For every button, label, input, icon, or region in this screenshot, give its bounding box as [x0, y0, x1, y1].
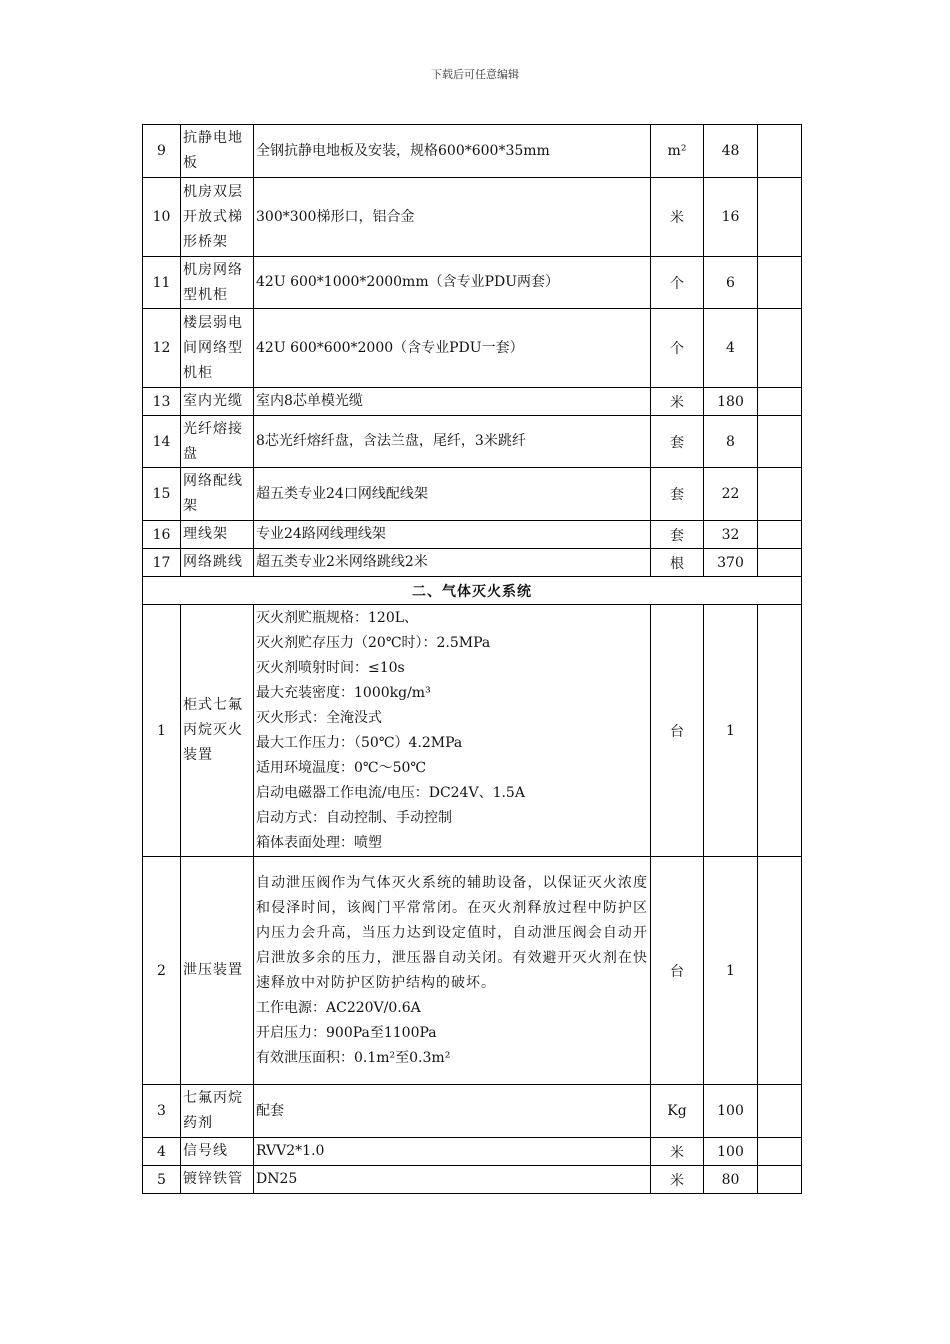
- item-unit: 米: [651, 1138, 704, 1166]
- spec-paragraph: 自动泄压阀作为气体灭火系统的辅助设备，以保证灭火浓度和侵泽时间，该阀门平常常闭。在灭火剂释放过程中防护区内压力会升高，当压力达到设定值时，自动泄压阀会自动开启泄放多余的压力，泄压器自动关闭。有效避开灭火剂在快速释放中对防护区防护结构的破坏。: [256, 874, 648, 991]
- item-quantity: 16: [704, 178, 758, 257]
- table-row: [143, 605, 802, 857]
- item-unit: 米: [651, 178, 704, 257]
- item-note: [758, 416, 802, 468]
- item-note: [758, 125, 802, 178]
- item-quantity: 370: [704, 549, 758, 577]
- spec-line: 灭火形式：全淹没式: [256, 709, 382, 726]
- table-row: [143, 125, 802, 178]
- row-number: 9: [143, 125, 181, 178]
- row-number: 15: [143, 468, 181, 521]
- item-unit: 根: [651, 549, 704, 577]
- item-unit: Kg: [651, 1085, 704, 1138]
- item-quantity: 1: [704, 857, 758, 1085]
- item-spec: [254, 857, 651, 1085]
- item-unit: 米: [651, 388, 704, 416]
- item-name: 楼层弱电间网络型机柜: [181, 309, 254, 388]
- item-quantity: 32: [704, 521, 758, 549]
- spec-line: 最大充装密度：1000kg/m³: [256, 684, 431, 701]
- item-quantity: 4: [704, 309, 758, 388]
- header-note: 下载后可任意编辑: [431, 68, 519, 81]
- row-number: 4: [143, 1138, 181, 1166]
- item-name: 网络跳线: [181, 549, 254, 577]
- item-spec: RVV2*1.0: [254, 1138, 651, 1166]
- item-spec: 42U 600*600*2000（含专业PDU一套）: [254, 309, 651, 388]
- item-unit: 个: [651, 309, 704, 388]
- item-spec: 8芯光纤熔纤盘，含法兰盘，尾纤，3米跳纤: [254, 416, 651, 468]
- item-quantity: 1: [704, 605, 758, 857]
- item-name: 机房双层开放式梯形桥架: [181, 178, 254, 257]
- item-note: [758, 309, 802, 388]
- item-name: 柜式七氟丙烷灭火装置: [181, 605, 254, 857]
- spec-line: 启动方式：自动控制、手动控制: [256, 809, 452, 826]
- item-spec: DN25: [254, 1166, 651, 1194]
- item-note: [758, 605, 802, 857]
- table-row: [143, 857, 802, 1085]
- table-row: [143, 1085, 802, 1138]
- item-quantity: 48: [704, 125, 758, 178]
- item-note: [758, 178, 802, 257]
- item-unit: 套: [651, 521, 704, 549]
- item-unit: 个: [651, 257, 704, 309]
- item-name: 机房网络型机柜: [181, 257, 254, 309]
- item-unit: 套: [651, 468, 704, 521]
- spec-line: 灭火剂喷射时间：≤10s: [256, 659, 405, 676]
- spec-line: 适用环境温度：0℃～50℃: [256, 759, 427, 776]
- item-quantity: 100: [704, 1138, 758, 1166]
- equipment-table: [142, 124, 802, 1194]
- item-spec: 42U 600*1000*2000mm（含专业PDU两套）: [254, 257, 651, 309]
- item-quantity: 22: [704, 468, 758, 521]
- row-number: 13: [143, 388, 181, 416]
- item-name: 抗静电地板: [181, 125, 254, 178]
- row-number: 5: [143, 1166, 181, 1194]
- item-unit: 台: [651, 857, 704, 1085]
- row-number: 10: [143, 178, 181, 257]
- item-name: 光纤熔接盘: [181, 416, 254, 468]
- item-unit: m²: [651, 125, 704, 178]
- table-row: [143, 521, 802, 549]
- item-spec: 300*300梯形口，铝合金: [254, 178, 651, 257]
- item-unit: 套: [651, 416, 704, 468]
- table-row: [143, 178, 802, 257]
- item-name: 理线架: [181, 521, 254, 549]
- spec-line: 工作电源：AC220V/0.6A: [256, 999, 421, 1016]
- item-spec: 配套: [254, 1085, 651, 1138]
- table-row: [143, 468, 802, 521]
- row-number: 12: [143, 309, 181, 388]
- item-quantity: 80: [704, 1166, 758, 1194]
- item-spec: 超五类专业24口网线配线架: [254, 468, 651, 521]
- item-name: 网络配线架: [181, 468, 254, 521]
- table-row: [143, 549, 802, 577]
- item-note: [758, 857, 802, 1085]
- item-note: [758, 521, 802, 549]
- item-note: [758, 1085, 802, 1138]
- spec-line: 灭火剂贮存压力（20℃时）：2.5MPa: [256, 634, 491, 651]
- row-number: 14: [143, 416, 181, 468]
- table-row: [143, 257, 802, 309]
- item-note: [758, 1138, 802, 1166]
- item-name: 镀锌铁管: [181, 1166, 254, 1194]
- row-number: 16: [143, 521, 181, 549]
- item-spec: [254, 605, 651, 857]
- row-number: 3: [143, 1085, 181, 1138]
- item-name: 信号线: [181, 1138, 254, 1166]
- item-note: [758, 257, 802, 309]
- section-header-row: [143, 577, 802, 605]
- item-note: [758, 549, 802, 577]
- item-unit: 台: [651, 605, 704, 857]
- spec-line: 箱体表面处理：喷塑: [256, 834, 382, 851]
- row-number: 11: [143, 257, 181, 309]
- item-quantity: 100: [704, 1085, 758, 1138]
- item-name: 七氟丙烷药剂: [181, 1085, 254, 1138]
- row-number: 17: [143, 549, 181, 577]
- item-note: [758, 1166, 802, 1194]
- table-row: [143, 1166, 802, 1194]
- row-number: 2: [143, 857, 181, 1085]
- table-row: [143, 1138, 802, 1166]
- spec-line: 最大工作压力：（50℃）4.2MPa: [256, 734, 463, 751]
- item-spec: 超五类专业2米网络跳线2米: [254, 549, 651, 577]
- spec-line: 灭火剂贮瓶规格：120L、: [256, 609, 419, 626]
- item-quantity: 8: [704, 416, 758, 468]
- item-note: [758, 468, 802, 521]
- item-quantity: 180: [704, 388, 758, 416]
- item-name: 泄压装置: [181, 857, 254, 1085]
- item-quantity: 6: [704, 257, 758, 309]
- item-spec: 专业24路网线理线架: [254, 521, 651, 549]
- spec-line: 有效泄压面积：0.1m²至0.3m²: [256, 1049, 451, 1066]
- spec-line: 开启压力：900Pa至1100Pa: [256, 1024, 437, 1041]
- spec-line: 启动电磁器工作电流/电压：DC24V、1.5A: [256, 784, 525, 801]
- item-name: 室内光缆: [181, 388, 254, 416]
- table-row: [143, 388, 802, 416]
- item-note: [758, 388, 802, 416]
- section-title: 二、气体灭火系统: [143, 577, 802, 605]
- item-spec: 全钢抗静电地板及安装，规格600*600*35mm: [254, 125, 651, 178]
- item-unit: 米: [651, 1166, 704, 1194]
- row-number: 1: [143, 605, 181, 857]
- item-spec: 室内8芯单模光缆: [254, 388, 651, 416]
- table-row: [143, 416, 802, 468]
- table-row: [143, 309, 802, 388]
